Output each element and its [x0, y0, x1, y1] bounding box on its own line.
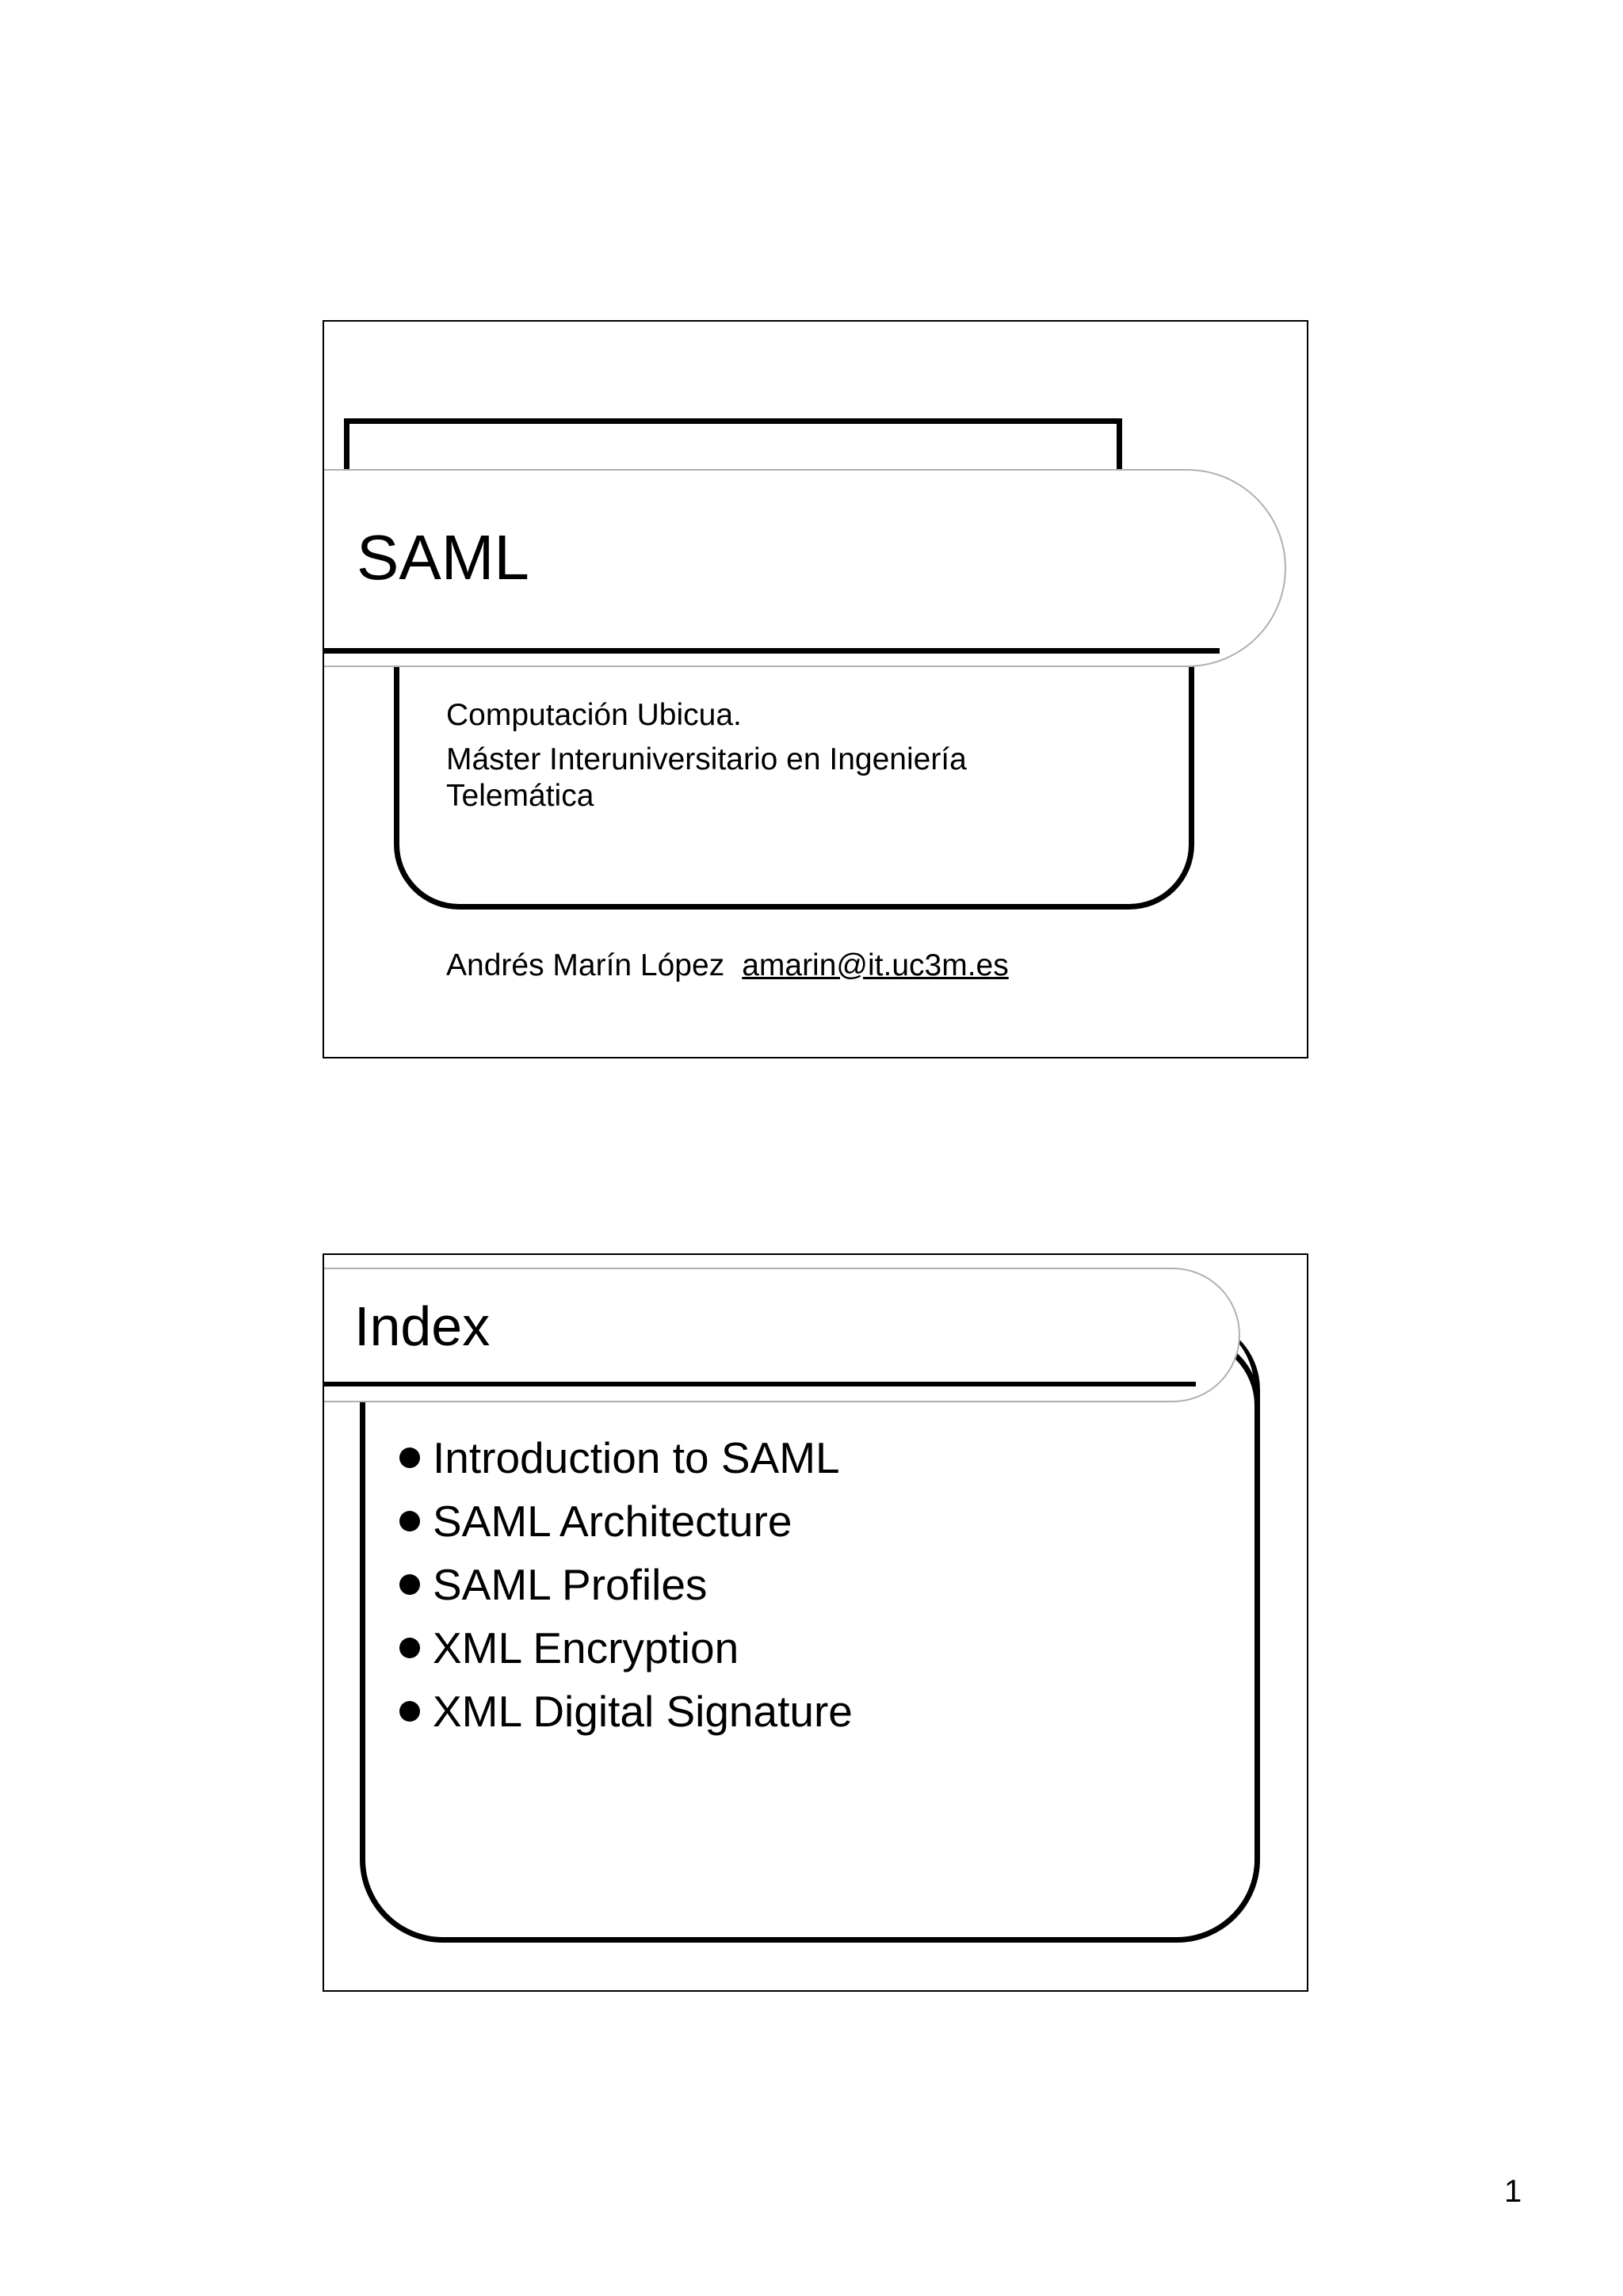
page-number: 1 — [1504, 2174, 1522, 2209]
program-name-line1: Máster Interuniversitario en Ingeniería — [446, 742, 967, 776]
index-underline — [324, 1382, 1196, 1386]
index-slide — [323, 1253, 1308, 1992]
list-item — [399, 1426, 853, 1489]
list-item — [399, 1553, 853, 1616]
index-list — [399, 1426, 853, 1743]
list-item-label: SAML Profiles — [433, 1560, 708, 1609]
list-item-label: SAML Architecture — [433, 1497, 792, 1546]
list-item — [399, 1489, 853, 1553]
bullet-icon — [399, 1574, 420, 1595]
slide-title: SAML — [357, 522, 529, 593]
course-name: Computación Ubicua. — [446, 698, 742, 732]
slide-subtitle — [446, 697, 1096, 814]
list-item-label: XML Digital Signature — [433, 1687, 853, 1736]
author-line — [446, 948, 1009, 984]
title-underline — [324, 648, 1220, 654]
bullet-icon — [399, 1701, 420, 1722]
bullet-icon — [399, 1447, 420, 1468]
list-item-label: Introduction to SAML — [433, 1433, 840, 1482]
author-email-link[interactable]: amarin@it.uc3m.es — [742, 948, 1009, 982]
program-name-line2: Telemática — [446, 779, 594, 813]
bullet-icon — [399, 1511, 420, 1531]
index-title: Index — [354, 1295, 491, 1357]
author-name: Andrés Marín López — [446, 948, 725, 982]
title-slide — [323, 320, 1308, 1058]
bullet-icon — [399, 1638, 420, 1658]
list-item-label: XML Encryption — [433, 1623, 739, 1672]
list-item — [399, 1680, 853, 1743]
list-item — [399, 1616, 853, 1680]
